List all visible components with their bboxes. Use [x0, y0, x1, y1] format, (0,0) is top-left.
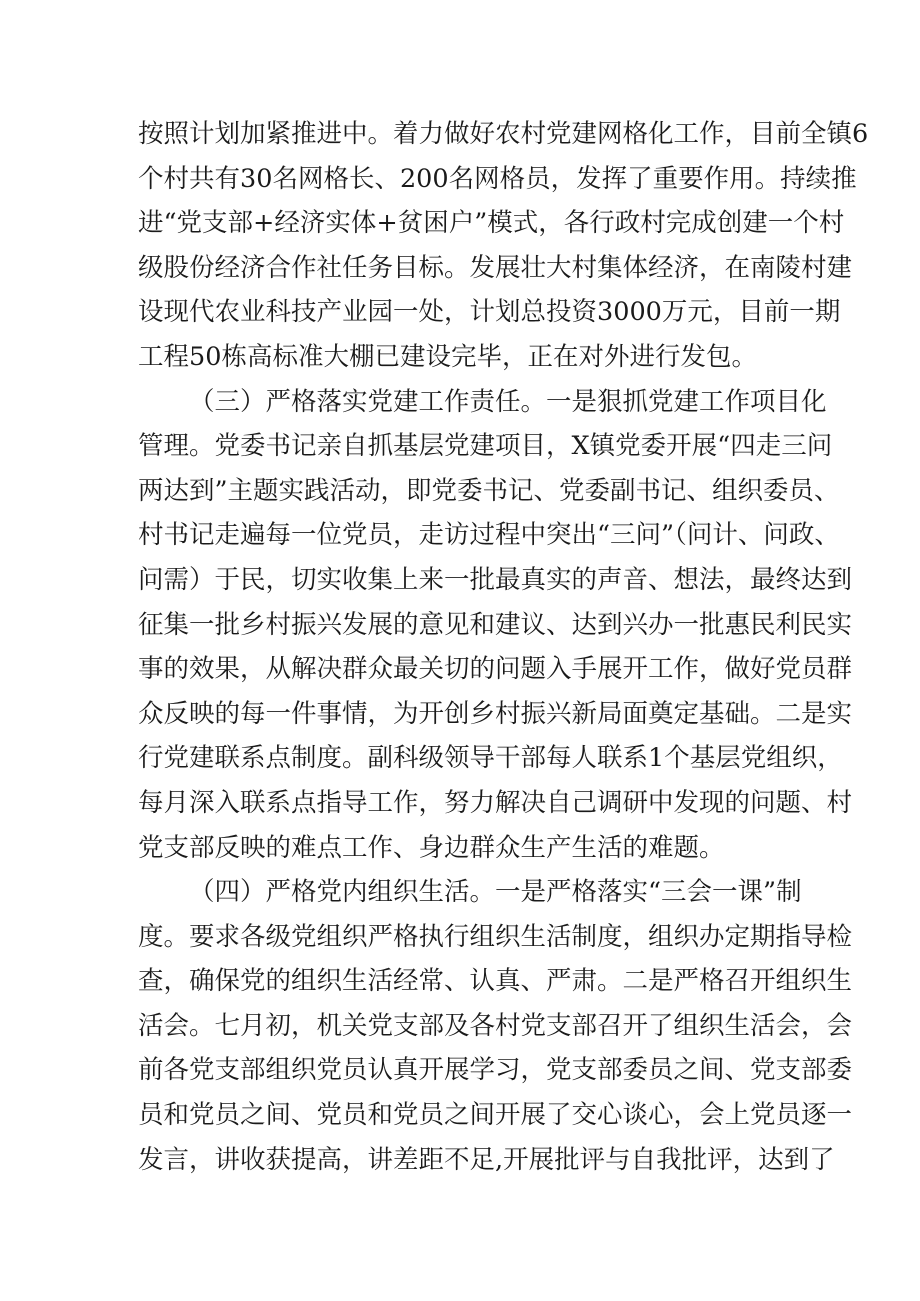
text-line: 发言，讲收获提高，讲差距不足,开展批评与自我批评，达到了	[138, 1144, 835, 1175]
paragraph-rural-party-building	[138, 112, 869, 380]
text-line: 问需）于民，切实收集上来一批最真实的声音、想法，最终达到	[138, 564, 853, 595]
text-line: 活会。七月初，机关党支部及各村党支部召开了组织生活会，会	[138, 1010, 853, 1041]
text-line: （三）严格落实党建工作责任。一是狠抓党建工作项目化	[189, 386, 827, 417]
text-line: 村书记走遍每一位党员，走访过程中突出“三问”（问计、问政、	[138, 520, 840, 551]
text-line: 事的效果，从解决群众最关切的问题入手展开工作，做好党员群	[138, 654, 853, 685]
text-line: 设现代农业科技产业园一处，计划总投资3000万元，目前一期	[138, 297, 841, 328]
text-line: 两达到”主题实践活动，即党委书记、党委副书记、组织委员、	[138, 475, 840, 506]
text-line: 党支部反映的难点工作、身边群众生产生活的难题。	[138, 832, 725, 863]
text-line: 前各党支部组织党员认真开展学习，党支部委员之间、党支部委	[138, 1055, 853, 1086]
text-line: 管理。党委书记亲自抓基层党建项目，X镇党委开展“四走三问	[138, 431, 833, 462]
text-line: 征集一批乡村振兴发展的意见和建议、达到兴办一批惠民利民实	[138, 609, 853, 640]
text-line: 进“党支部+经济实体+贫困户”模式，各行政村完成创建一个村	[138, 208, 845, 239]
text-line: 按照计划加紧推进中。着力做好农村党建网格化工作，目前全镇6	[138, 119, 869, 149]
text-line: 度。要求各级党组织严格执行组织生活制度，组织办定期指导检	[138, 921, 853, 952]
paragraph-section-four	[138, 870, 853, 1182]
text-line: 行党建联系点制度。副科级领导干部每人联系1个基层党组织，	[138, 743, 843, 774]
paragraph-section-three	[138, 380, 853, 871]
text-line: 员和党员之间、党员和党员之间开展了交心谈心，会上党员逐一	[138, 1100, 853, 1131]
text-line: 众反映的每一件事情，为开创乡村振兴新局面奠定基础。二是实	[138, 698, 853, 729]
text-line: 个村共有30名网格长、200名网格员，发挥了重要作用。持续推	[138, 163, 857, 194]
text-line: 每月深入联系点指导工作，努力解决自己调研中发现的问题、村	[138, 787, 853, 818]
text-line: 级股份经济合作社任务目标。发展壮大村集体经济，在南陵村建	[138, 252, 853, 283]
document-body	[138, 112, 869, 1182]
text-line: （四）严格党内组织生活。一是严格落实“三会一课”制	[189, 877, 802, 908]
text-line: 工程50栋高标准大棚已建设完毕，正在对外进行发包。	[138, 341, 757, 372]
text-line: 查，确保党的组织生活经常、认真、严肃。二是严格召开组织生	[138, 966, 853, 997]
